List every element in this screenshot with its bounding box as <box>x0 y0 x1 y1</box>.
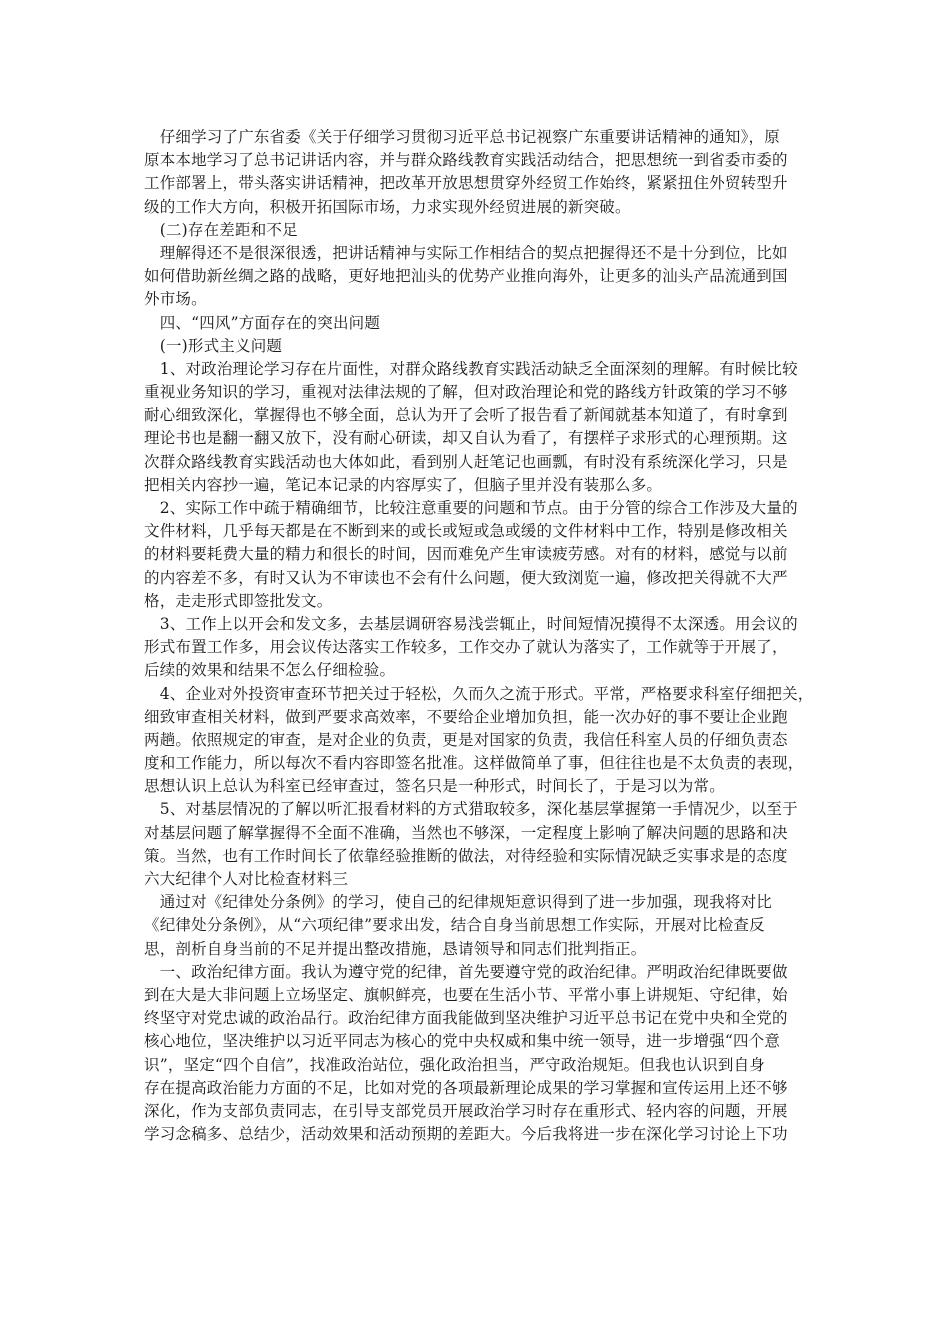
text-line: 一、政治纪律方面。我认为遵守党的纪律，首先要遵守党的政治纪律。严明政治纪律既要做 <box>144 962 788 981</box>
text-line: 理论书也是翻一翻又放下，没有耐心研读，却又自认为看了，有摆样子求形式的心理预期。这 <box>144 429 788 448</box>
text-line: 的内容差不多，有时又认为不审读也不会有什么问题，便大致浏览一遍，修改把关得就不大严 <box>144 568 788 587</box>
text-line: 原本本地学习了总书记讲话内容，并与群众路线教育实践活动结合，把思想统一到省委市委的 <box>144 151 788 170</box>
text-line: 1、对政治理论学习存在片面性，对群众路线教育实践活动缺乏全面深刻的理解。有时候比较 <box>144 359 798 378</box>
text-line: 3、工作上以开会和发文多，去基层调研容易浅尝辄止，时间短情况摸得不太深透。用会议的 <box>144 614 798 633</box>
text-line: 把相关内容抄一遍，笔记本记录的内容厚实了，但脑子里并没有装那么多。 <box>144 475 663 494</box>
text-line: 级的工作大方向，积极开拓国际市场，力求实现外经贸进展的新突破。 <box>144 197 631 216</box>
text-line: 存在提高政治能力方面的不足，比如对党的各项最新理论成果的学习掌握和宣传运用上还不够 <box>144 1078 788 1097</box>
text-line: 后续的效果和结果不怎么仔细检验。 <box>144 661 396 680</box>
text-line: 两趟。依照规定的审查，是对企业的负责，更是对国家的负责，我信任科室人员的仔细负责态 <box>144 730 788 749</box>
text-line: 《纪律处分条例》，从“六项纪律”要求出发，结合自身当前思想工作实际，开展对比检查反 <box>144 916 765 935</box>
text-line: 格，走走形式即签批发文。 <box>144 591 333 610</box>
text-line: 识”，坚定“四个自信”，找准政治站位，强化政治担当，严守政治规矩。但我也认识到自身 <box>144 1055 765 1074</box>
text-line: 度和工作能力，所以每次不看内容即签名批准。这样做简单了事，但往往也是不太负责的表现， <box>144 754 804 773</box>
text-line: 2、实际工作中疏于精确细节，比较注意重要的问题和节点。由于分管的综合工作涉及大量的 <box>144 499 798 517</box>
text-line: (二)存在差距和不足 <box>144 220 298 239</box>
text-line: 如何借助新丝绸之路的战略，更好地把汕头的优势产业推向海外，让更多的汕头产品流通到国 <box>144 267 788 286</box>
document-page <box>144 126 814 1146</box>
text-line: 思想认识上总认为科室已经审查过，签名只是一种形式，时间长了，于是习以为常。 <box>144 777 725 796</box>
text-line: 理解得还不是很深很透，把讲话精神与实际工作相结合的契点把握得还不是十分到位，比如 <box>144 243 788 262</box>
text-line: 文件材料，几乎每天都是在不断到来的或长或短或急或缓的文件材料中工作，特别是修改相关 <box>144 522 788 541</box>
text-line: 的材料要耗费大量的精力和很长的时间，因而难免产生审读疲劳感。对有的材料，感觉与以前 <box>144 545 788 564</box>
text-line: 学习念稿多、总结少，活动效果和活动预期的差距大。今后我将进一步在深化学习讨论上下功 <box>144 1125 788 1144</box>
text-line: 策。当然，也有工作时间长了依靠经验推断的做法，对待经验和实际情况缺乏实事求是的态度 <box>144 846 788 865</box>
text-line: 形式布置工作多，用会议传达落实工作较多，工作交办了就认为落实了，工作就等于开展了， <box>144 638 788 657</box>
text-line: 4、企业对外投资审查环节把关过于轻松，久而久之流于形式。平常，严格要求科室仔细把关， <box>144 684 814 703</box>
text-line: 5、对基层情况的了解以听汇报看材料的方式猎取较多，深化基层掌握第一手情况少，以至于 <box>144 800 798 819</box>
text-line: 到在大是大非问题上立场坚定、旗帜鲜亮，也要在生活小节、平常小事上讲规矩、守纪律，始 <box>144 985 788 1004</box>
text-line: 四、“四风”方面存在的突出问题 <box>144 313 381 332</box>
text-line: 仔细学习了广东省委《关于仔细学习贯彻习近平总书记视察广东重要讲话精神的通知》，原 <box>144 128 780 146</box>
text-line: 通过对《纪律处分条例》的学习，使自己的纪律规矩意识得到了进一步加强，现我将对比 <box>144 893 773 912</box>
text-line: 工作部署上，带头落实讲话精神，把改革开放思想贯穿外经贸工作始终，紧紧扭住外贸转型升 <box>144 174 788 193</box>
text-line: 对基层问题了解掌握得不全面不准确，当然也不够深，一定程度上影响了解决问题的思路和决 <box>144 823 788 842</box>
text-line: 次群众路线教育实践活动也大体如此，看到别人赶笔记也画瓢，有时没有系统深化学习，只是 <box>144 452 788 471</box>
text-line: (一)形式主义问题 <box>144 336 283 355</box>
text-line: 六大纪律个人对比检查材料三 <box>144 870 349 888</box>
text-line: 思，剖析自身当前的不足并提出整改措施，恳请领导和同志们批判指正。 <box>144 939 647 958</box>
text-line: 核心地位，坚决维护以习近平同志为核心的党中央权威和集中统一领导，进一步增强“四个意 <box>144 1032 781 1051</box>
text-line: 外市场。 <box>144 290 207 309</box>
text-line: 深化，作为支部负责同志，在引导支部党员开展政治学习时存在重形式、轻内容的问题，开展 <box>144 1101 788 1120</box>
text-line: 终坚守对党忠诚的政治品行。政治纪律方面我能做到坚决维护习近平总书记在党中央和全党的 <box>144 1009 788 1028</box>
text-line: 耐心细致深化，掌握得也不够全面，总认为开了会听了报告看了新闻就基本知道了，有时拿到 <box>144 406 788 425</box>
text-line: 重视业务知识的学习，重视对法律法规的了解，但对政治理论和党的路线方针政策的学习不够 <box>144 383 788 402</box>
text-line: 细致审查相关材料，做到严要求高效率，不要给企业增加负担，能一次办好的事不要让企业跑 <box>144 707 788 726</box>
